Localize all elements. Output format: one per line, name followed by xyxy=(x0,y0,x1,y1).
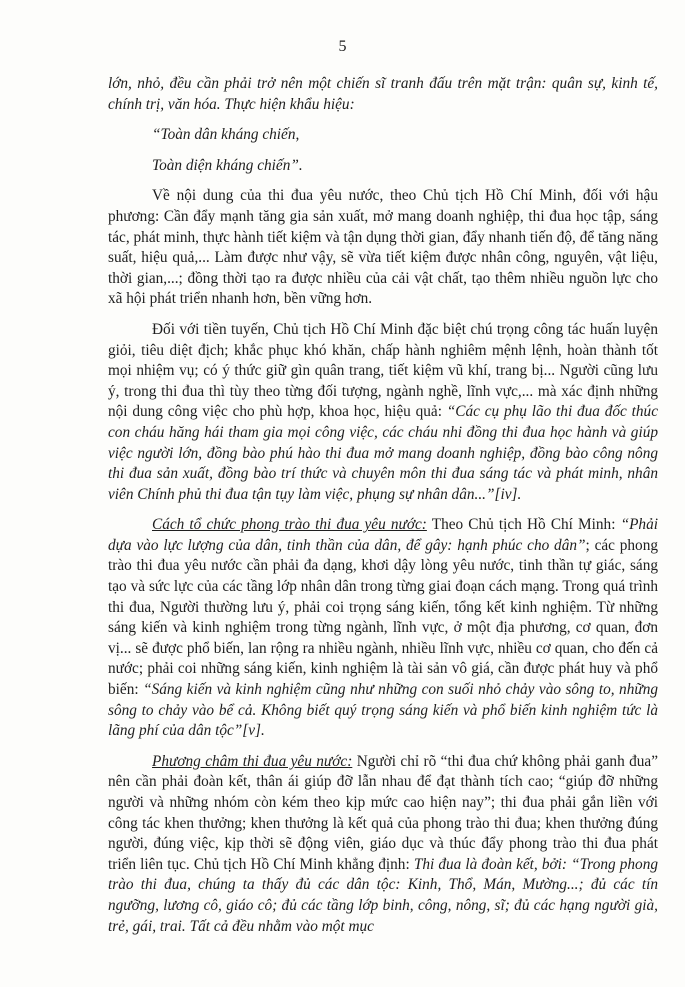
organization-text-1: Theo Chủ tịch Hồ Chí Minh: xyxy=(426,516,621,534)
organization-text-2: ; các phong trào thi đua yêu nước cần phải đa dạng, khơi dậy lòng yêu nước, tinh thần tự giác, sáng tạo và sức lực của các tầng lớp nhân dân trong từng giai đoạn cách mạng. Trong quá trình thi đua, Người thường lưu ý, phải coi trọng sáng kiến, tổng kết kinh nghiệm. Từ những sáng kiến và kinh nghiệm trong từng ngành, lĩnh vực, ở một địa phương, cơ quan, đơn vị... sẽ được phổ biến, lan rộng ra nhiều ngành, nhiều lĩnh vực, nhiều cơ quan, cho đến cả nước; phải coi những sáng kiến, kinh nghiệm là tài sản vô giá, cần được phát huy và phổ biến: xyxy=(108,536,658,699)
quote-unity: Thi đua là đoàn kết, bởi: “Trong phong trào thi đua, chúng ta thấy đủ các dân tộc: Kinh, Thổ, Mán, Mường...; đủ các tín ngưỡng, lương cô, giáo cô; đủ các tầng lớp binh, công, nông, sĩ; đủ các hạng người già, trẻ, gái, trai. Tất cả đều nhằm vào một mục xyxy=(108,855,658,935)
reference-v: [v]. xyxy=(242,722,265,740)
paragraph-front-line-text: Đối với tiền tuyến, Chủ tịch Hồ Chí Minh đặc biệt chú trọng công tác huấn luyện giỏi, tiêu diệt địch; khắc phục khó khăn, chấp hành nghiêm mệnh lệnh, hoàn thành tốt mọi nhiệm vụ; có ý thức giữ gìn quân trang, tiết kiệm vũ khí, trang bị... Người cũng lưu ý, trong thi đua thì tùy theo từng đối tượng, ngành nghề, lĩnh vực,... mà xác định những nội dung công việc cho phù hợp, khoa học, hiệu quả: xyxy=(108,320,658,421)
paragraph-continuation: lớn, nhỏ, đều cần phải trở nên một chiến sĩ tranh đấu trên mặt trận: quân sự, kinh tế, chính trị, văn hóa. Thực hiện khẩu hiệu: xyxy=(108,75,658,113)
heading-motto: Phương châm thi đua yêu nước: xyxy=(152,752,353,770)
slogan-line-1: “Toàn dân kháng chiến, xyxy=(152,126,300,144)
reference-iv: [iv]. xyxy=(494,485,522,503)
paragraph-motto xyxy=(108,752,658,937)
page-number: 5 xyxy=(338,38,347,55)
paragraph-organization xyxy=(108,515,658,742)
slogan-line-2: Toàn diện kháng chiến”. xyxy=(152,156,303,174)
quote-initiatives: “Sáng kiến và kinh nghiệm cũng như những con suối nhỏ chảy vào sông to, những sông to chảy vào bể cả. Không biết quý trọng sáng kiến và phổ biến kinh nghiệm tức là lãng phí của dân tộc” xyxy=(108,681,658,740)
quote-front-line: “Các cụ phụ lão thi đua đốc thúc con cháu hăng hái tham gia mọi công việc, các cháu nhi đồng thi đua học hành và giúp việc người lớn, đồng bào phú hào thi đua mở mang doanh nghiệp, đồng bào công nông thi đua sản xuất, đồng bào trí thức và chuyên môn thi đua sáng tác và phát minh, nhân viên Chính phủ thi đua tận tụy làm việc, phụng sự nhân dân...” xyxy=(108,403,658,503)
motto-text: Người chỉ rõ “thi đua chứ không phải ganh đua” nên cần phải đoàn kết, thân ái giúp đỡ lẫn nhau để đạt thành tích cao; “giúp đỡ những người và những nhóm còn kém theo kịp mức cao hiện nay”; thi đua phải gắn liền với công tác khen thưởng; khen thưởng là kết quả của phong trào thi đua; khen thưởng đúng người, đúng việc, kịp thời sẽ động viên, giáo dục và thúc đẩy phong trào thi đua phát triển liên tục. Chủ tịch Hồ Chí Minh khẳng định: xyxy=(108,752,658,873)
heading-organization: Cách tổ chức phong trào thi đua yêu nước: xyxy=(152,516,427,534)
paragraph-rear-content: Về nội dung của thi đua yêu nước, theo Chủ tịch Hồ Chí Minh, đối với hậu phương: Cần đẩy mạnh tăng gia sản xuất, mở mang doanh nghiệp, thi đua học tập, sáng tác, phát minh, thực hành tiết kiệm và tận dụng thời gian, đẩy nhanh tiến độ, để tăng năng suất, hiệu quả,... Làm được như vậy, sẽ vừa tiết kiệm được nhân công, nguyên, vật liệu, thời gian,...; đồng thời tạo ra được nhiều của cải vật chất, tạo thêm nhiều nguồn lực cho xã hội phát triển nhanh hơn, bền vững hơn. xyxy=(108,187,658,308)
body-text xyxy=(108,74,658,937)
paragraph-front-line xyxy=(108,320,658,505)
quote-rely-on-people: “Phải dựa vào lực lượng của dân, tinh thần của dân, để gây: hạnh phúc cho dân” xyxy=(108,516,658,554)
